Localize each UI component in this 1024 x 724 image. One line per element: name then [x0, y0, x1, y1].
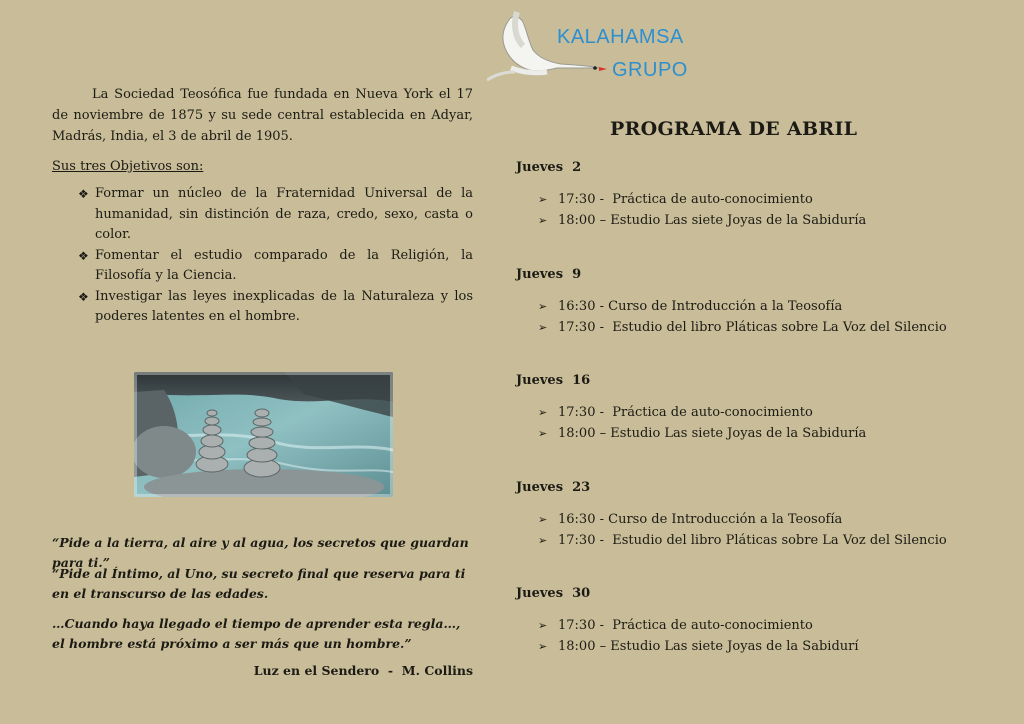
- arrow-bullet-icon: ➢: [538, 321, 548, 334]
- kalahamsa-logo: [487, 10, 707, 85]
- left-panel: [52, 84, 473, 328]
- intro-paragraph: La Sociedad Teosófica fue fundada en Nueva York el 17 de noviembre de 1875 y su sede central establecida en Adyar, Madrás, India, el 3 de abril de 1905.: [52, 87, 473, 144]
- day-section: [516, 267, 976, 335]
- diamond-bullet-icon: ❖: [78, 187, 89, 201]
- day-section: [516, 373, 976, 441]
- quote-1: “Pide a la tierra, al aire y al agua, los secretos que guardan para ti.”: [52, 535, 469, 570]
- event-list: [538, 509, 978, 551]
- river-stones-illustration: [134, 372, 393, 497]
- event-item: ➢ 16:30 - Curso de Introducción a la Teosofía: [538, 296, 978, 317]
- program-title: PROGRAMA DE ABRIL: [610, 118, 858, 140]
- event-item: ➢ 18:00 – Estudio Las siete Joyas de la Sabiduría: [538, 423, 978, 444]
- quote-source: Luz en el Sendero - M. Collins: [253, 663, 473, 678]
- event-item: ➢ 17:30 - Práctica de auto-conocimiento: [538, 615, 978, 636]
- event-item: ➢ 18:00 – Estudio Las siete Joyas de la Sabidurí: [538, 636, 978, 657]
- event-item: ➢ 16:30 - Curso de Introducción a la Teosofía: [538, 509, 978, 530]
- event-item: ➢ 17:30 - Práctica de auto-conocimiento: [538, 402, 978, 423]
- event-list: [538, 189, 978, 231]
- objective-item: ❖ Formar un núcleo de la Fraternidad Universal de la humanidad, sin distinción de raza, credo, sexo, casta o color.: [78, 186, 473, 242]
- objective-item: ❖ Investigar las leyes inexplicadas de la Naturaleza y los poderes latentes en el hombre.: [78, 288, 473, 324]
- objective-item: ❖ Fomentar el estudio comparado de la Religión, la Filosofía y la Ciencia.: [78, 247, 473, 283]
- objectives-list: [78, 184, 473, 328]
- day-label: Jueves 23: [516, 480, 591, 495]
- arrow-bullet-icon: ➢: [538, 193, 548, 206]
- day-label: Jueves 16: [516, 373, 591, 388]
- day-section: [516, 160, 976, 228]
- arrow-bullet-icon: ➢: [538, 513, 548, 526]
- day-section: [516, 586, 976, 654]
- event-item: ➢ 17:30 - Práctica de auto-conocimiento: [538, 189, 978, 210]
- quote-3: …Cuando haya llegado el tiempo de aprender esta regla…, el hombre está próximo a ser más que un hombre.”: [52, 616, 461, 651]
- arrow-bullet-icon: ➢: [538, 427, 548, 440]
- diamond-bullet-icon: ❖: [78, 248, 89, 263]
- arrow-bullet-icon: ➢: [538, 406, 548, 419]
- arrow-bullet-icon: ➢: [538, 640, 548, 653]
- day-label: Jueves 9: [516, 267, 582, 282]
- event-item: ➢ 17:30 - Estudio del libro Pláticas sobre La Voz del Silencio: [538, 530, 978, 551]
- day-label: Jueves 2: [516, 160, 582, 175]
- objectives-title: Sus tres Objetivos son:: [52, 159, 204, 174]
- day-label: Jueves 30: [516, 586, 591, 601]
- quote-2: “Pide al Íntimo, al Uno, su secreto final que reserva para ti en el transcurso de las edades.: [52, 566, 466, 601]
- river-stones-photo: [134, 372, 393, 497]
- logo-line-2: GRUPO: [612, 59, 688, 81]
- diamond-bullet-icon: ❖: [78, 289, 89, 304]
- event-item: ➢ 18:00 – Estudio Las siete Joyas de la Sabiduría: [538, 210, 978, 231]
- event-item: ➢ 17:30 - Estudio del libro Pláticas sobre La Voz del Silencio: [538, 317, 978, 338]
- day-section: [516, 480, 976, 548]
- event-list: [538, 296, 978, 338]
- arrow-bullet-icon: ➢: [538, 214, 548, 227]
- event-list: [538, 615, 978, 657]
- event-list: [538, 402, 978, 444]
- arrow-bullet-icon: ➢: [538, 619, 548, 632]
- logo-line-1: KALAHAMSA: [557, 26, 684, 48]
- arrow-bullet-icon: ➢: [538, 300, 548, 313]
- arrow-bullet-icon: ➢: [538, 534, 548, 547]
